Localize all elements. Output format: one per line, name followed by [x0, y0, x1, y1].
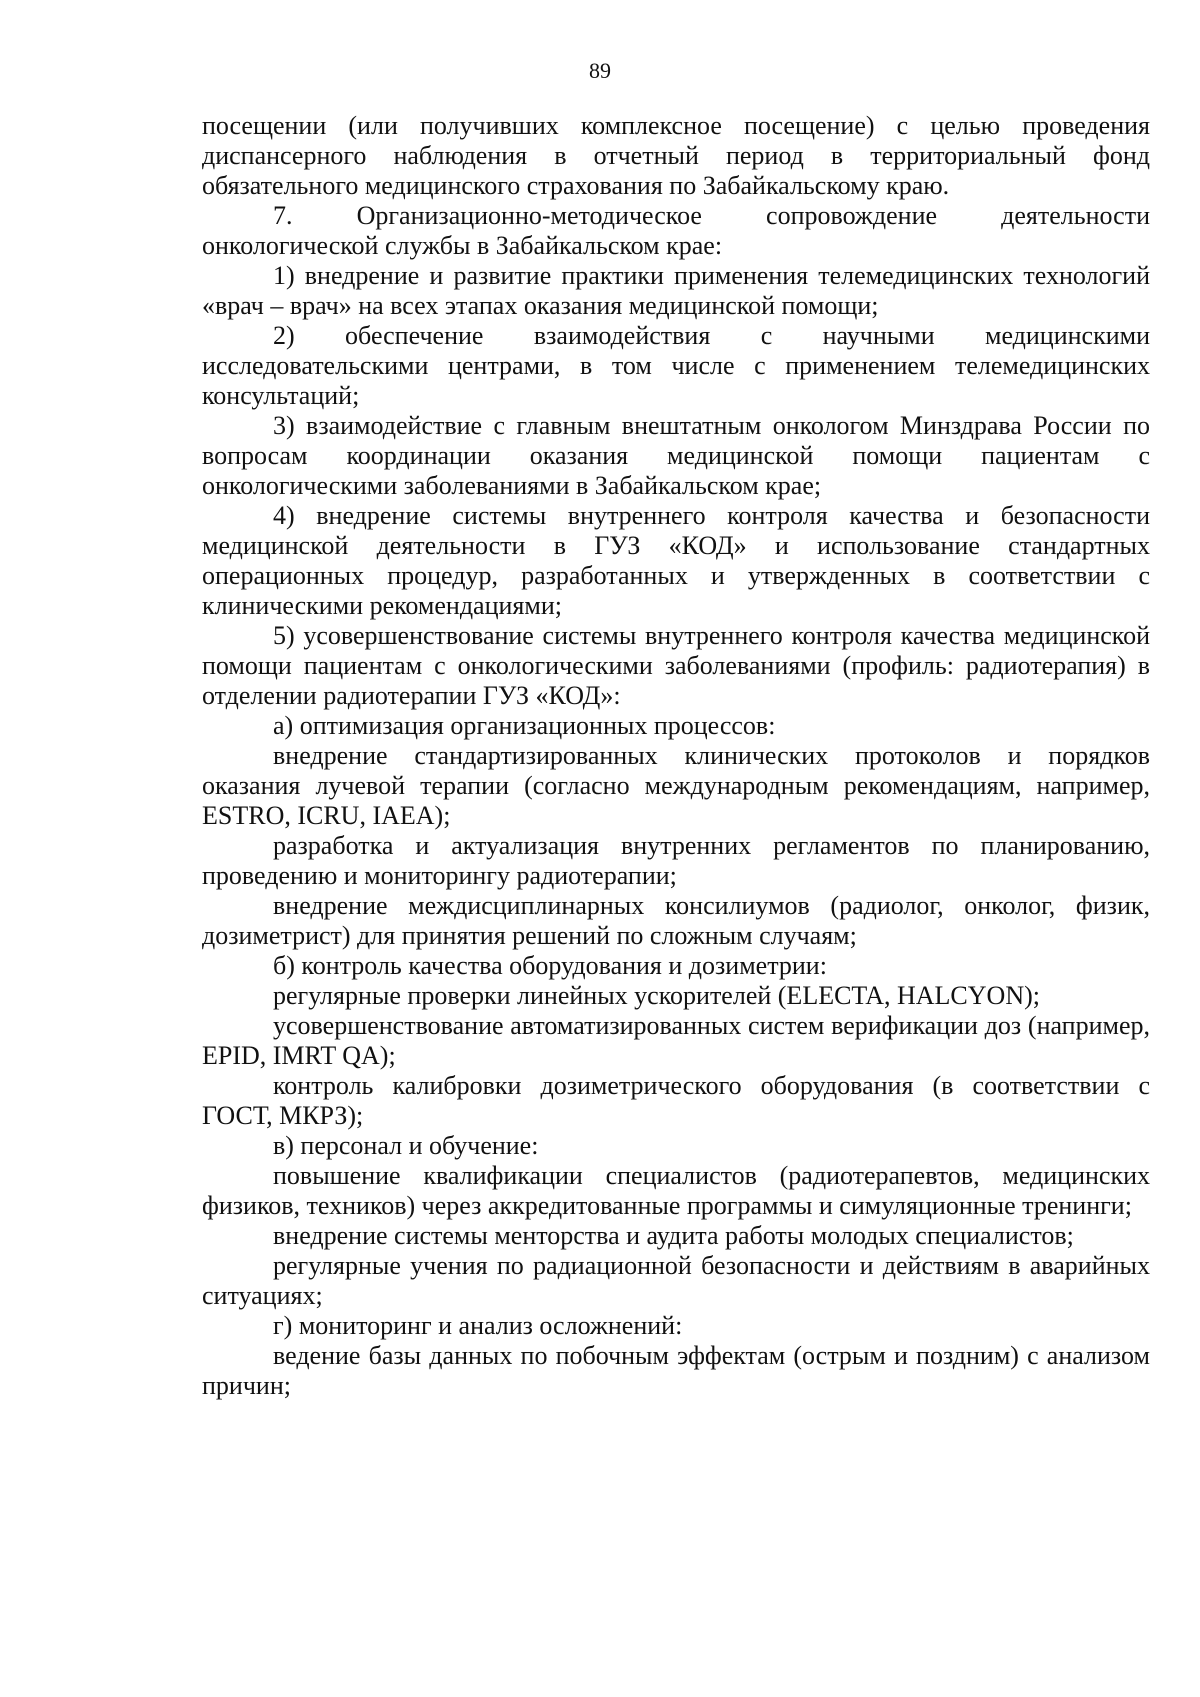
paragraph-subitem-g: г) мониторинг и анализ осложнений: [273, 1311, 683, 1340]
paragraph-side-effects-db: ведение базы данных по побочным эффектам (острым и поздним) с анализом причин; [202, 1341, 1150, 1400]
paragraph-item-5: 5) усовершенствование системы внутреннего контроля качества медицинской помощи пациентам с онкологическими заболеваниями (профиль: радиотерапия) в отделении радиотерапии ГУЗ «КОД»: [202, 621, 1150, 710]
paragraph-item-2: 2) обеспечение взаимодействия с научными медицинскими исследовательскими центрами, в том числе с применением телемедицинских консультаций; [202, 321, 1150, 410]
paragraph-drills: регулярные учения по радиационной безопасности и действиям в аварийных ситуациях; [202, 1251, 1150, 1310]
paragraph-item-1: 1) внедрение и развитие практики применения телемедицинских технологий «врач – врач» на всех этапах оказания медицинской помощи; [202, 261, 1150, 320]
paragraph-subitem-v: в) персонал и обучение: [273, 1131, 539, 1160]
paragraph-item-4: 4) внедрение системы внутреннего контроля качества и безопасности медицинской деятельности в ГУЗ «КОД» и использование стандартных операционных процедур, разработанных и утвержденных в соответствии с клиническими рекомендациями; [202, 501, 1150, 620]
page-number: 89 [589, 58, 611, 83]
paragraph-protocols: внедрение стандартизированных клинических протоколов и порядков оказания лучевой терапии (согласно международным рекомендациям, например, ESTRO, ICRU, IAEA); [202, 741, 1150, 830]
paragraph-accelerators: регулярные проверки линейных ускорителей (ELECTA, HALCYON); [273, 981, 1040, 1010]
paragraph-item-3: 3) взаимодействие с главным внештатным онкологом Минздрава России по вопросам координации оказания медицинской помощи пациентам с онкологическими заболеваниями в Забайкальском крае; [202, 411, 1150, 500]
paragraph-consiliums: внедрение междисциплинарных консилиумов (радиолог, онколог, физик, дозиметрист) для принятия решений по сложным случаям; [202, 891, 1150, 950]
paragraph-dose-verification: усовершенствование автоматизированных систем верификации доз (например, EPID, IMRT QA); [202, 1011, 1150, 1070]
paragraph-mentoring: внедрение системы менторства и аудита работы молодых специалистов; [273, 1221, 1074, 1250]
paragraph-section-7: 7. Организационно-методическое сопровождение деятельности онкологической службы в Забайкальском крае: [202, 201, 1150, 260]
paragraph-continuation: посещении (или получивших комплексное посещение) с целью проведения диспансерного наблюдения в отчетный период в территориальный фонд обязательного медицинского страхования по Забайкальскому краю. [202, 111, 1150, 200]
document-body [202, 111, 1150, 1401]
paragraph-subitem-a: а) оптимизация организационных процессов: [273, 711, 776, 740]
paragraph-subitem-b: б) контроль качества оборудования и дозиметрии: [273, 951, 827, 980]
paragraph-calibration: контроль калибровки дозиметрического оборудования (в соответствии с ГОСТ, МКРЗ); [202, 1071, 1150, 1130]
paragraph-regulations: разработка и актуализация внутренних регламентов по планированию, проведению и мониторингу радиотерапии; [202, 831, 1150, 890]
paragraph-qualification: повышение квалификации специалистов (радиотерапевтов, медицинских физиков, техников) через аккредитованные программы и симуляционные тренинги; [202, 1161, 1150, 1220]
